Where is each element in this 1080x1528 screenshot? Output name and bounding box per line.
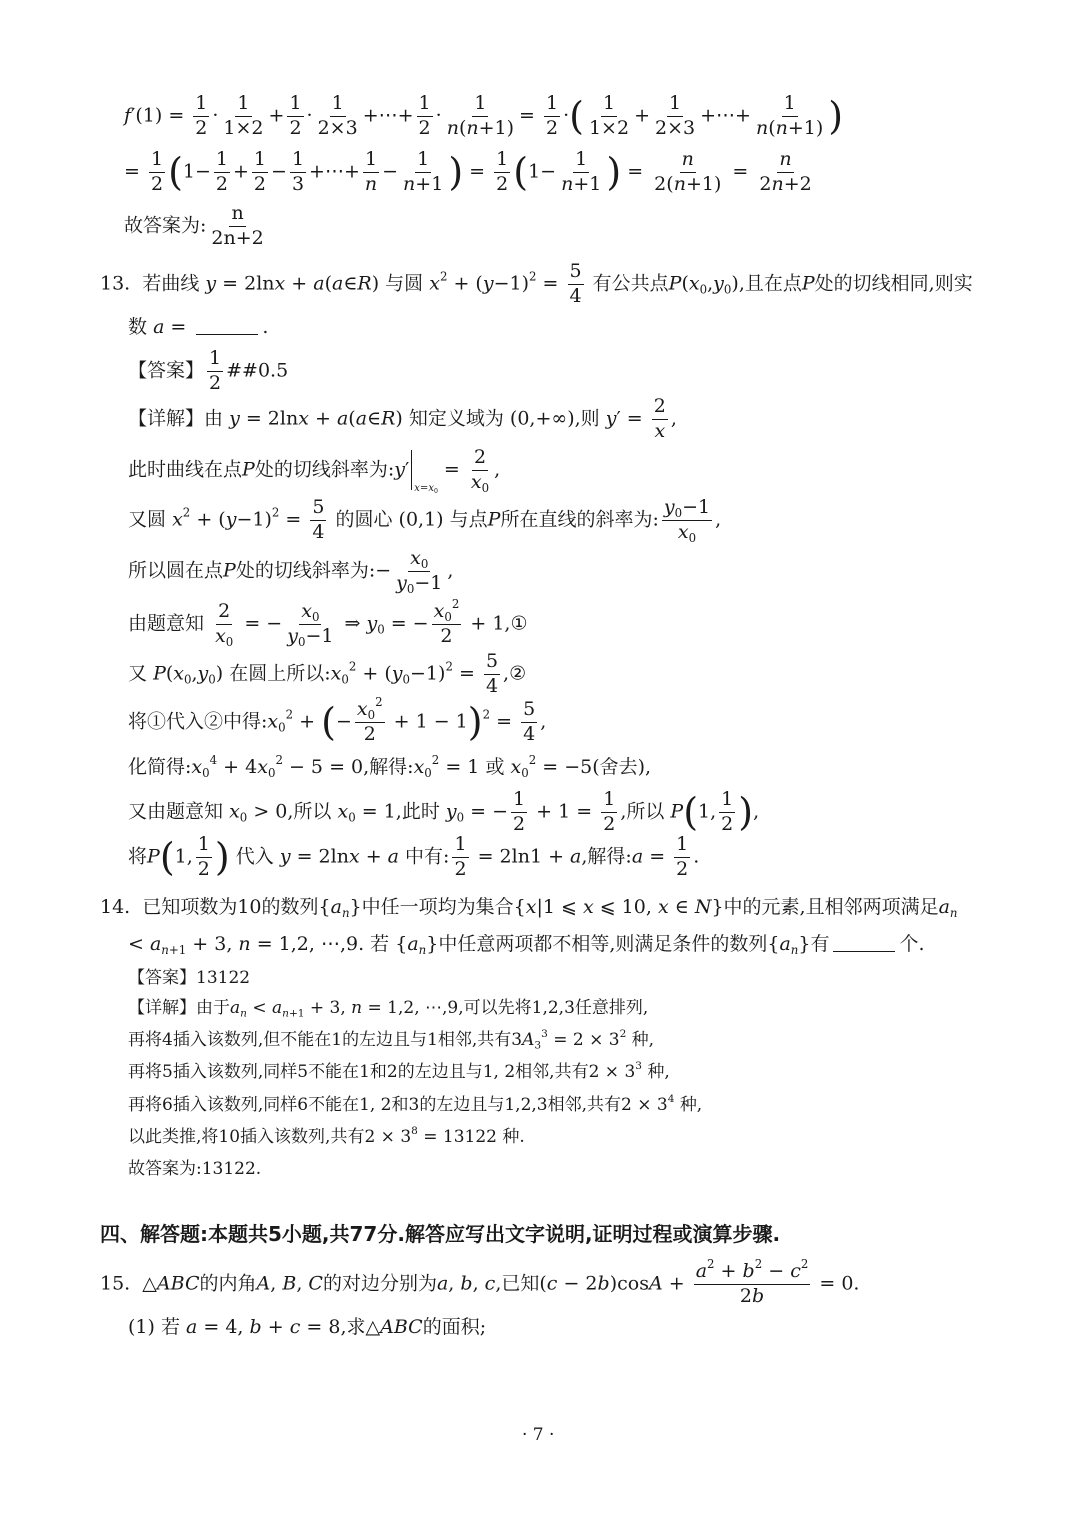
- q14-question-line2: < $a_{n+1} + 3$, n = 1,2, ⋯,9. 若 $\{a_n\}$中任意两项都不相等,则满足条件的数列$\{a_n\}$有 个.: [128, 933, 925, 958]
- q14-answer-blank[interactable]: [833, 951, 895, 952]
- q13-answer-extra: ##0.5: [226, 359, 289, 382]
- q13-number: 13.: [100, 272, 131, 295]
- q13-detail-line7: 将①代入②中得$:x_0^2$ + (− $\frac{x_0^2}{2}$ + 1 − 1)$^2$ = $\frac{5}{4}$ ,: [128, 695, 547, 745]
- q13-detail-line4: 所以圆在点P处的切线斜率为:− $\frac{x_0}{y_0-1}$ ,: [128, 547, 454, 597]
- q14-detail-line2: 再将4插入该数列,但不能在1的左边且与1相邻,共有$3A_3^3 = 2 \times 3^2$ 种,: [128, 1028, 655, 1052]
- q15-number: 15.: [100, 1272, 131, 1295]
- q13-detail-line6: 又 $P(x_0,y_0)$ 在圆上所以$:x_0^2 + (y_0-1)^2$ = $\frac{5}{4}$ ,②: [128, 650, 527, 697]
- q13-detail-line5: 由题意知 $\frac{2}{x_0}$ = − $\frac{x_0}{y_0-1}$ ⇒ $y_0$ = − $\frac{x_0^2}{2}$ + 1,①: [128, 597, 528, 650]
- q14-answer-line: [128, 970, 250, 987]
- q13-detail-line9: 又由题意知 $x_0 > 0$,所以 $x_0 = 1$,此时 $y_0$ = − $\frac{1}{2}$ + 1 = $\frac{1}{2}$ ,所以 P(1, $\frac{1}{2}$ ),: [128, 788, 760, 835]
- q14-detail-line4: 再将6插入该数列,同样6不能在1, 2和3的左边且与1,2,3相邻,共有$2 \times 3^4$ 种,: [128, 1093, 703, 1115]
- page-number: · 7 ·: [522, 1425, 555, 1445]
- q13-detail-line8: 化简得$:x_0^4 + 4x_0^2 - 5 = 0$,解得$:x_0^2 = 1$ 或 $x_0^2 = -5$(舍去),: [128, 753, 652, 781]
- q13-detail-tag: 【详解】: [128, 407, 205, 430]
- q14-detail-line6: 故答案为:13122.: [128, 1159, 262, 1179]
- q14-detail-tag: 【详解】: [128, 998, 196, 1018]
- q13-answer-blank[interactable]: [196, 334, 258, 335]
- section-4-title: 四、解答题:本题共5小题,共77分.解答应写出文字说明,证明过程或演算步骤.: [100, 1222, 781, 1246]
- q14-answer-value: 13122: [196, 968, 251, 988]
- q13-detail-line10: 将P(1, $\frac{1}{2}$ ) 代入 y = 2lnx + a 中有: $\frac{1}{2}$ = 2ln1 + a,解得:a = $\frac{1}{2}$ .: [128, 833, 700, 880]
- q13-answer-line: 【答案】 $\frac{1}{2}$ ##0.5: [128, 347, 289, 394]
- q14-answer-tag: 【答案】: [128, 968, 196, 988]
- q14-question-line1: 14. 已知项数为10的数列$\{a_n\}$中任一项均为集合{x|1 ⩽ x ⩽ 10, x ∈ N}中的元素,且相邻两项满足$a_n$: [100, 896, 958, 921]
- q13-answer-tag: 【答案】: [128, 359, 205, 382]
- q13-detail-line1: 【详解】由 y = 2lnx + a(a∈R) 知定义域为 (0,+∞),则 y′ = $\frac{2}{x}$ ,: [128, 395, 677, 442]
- q14-detail-line5: 以此类推,将10插入该数列,共有$2 \times 3^8 = 13122$ 种.: [128, 1125, 525, 1147]
- q12-answer-line: 故答案为: $\frac{n}{2n+2}$: [124, 202, 264, 249]
- q14-number: 14.: [100, 896, 131, 918]
- q13-question-line2: 数 a = .: [128, 316, 269, 338]
- q12-answer-label: 故答案为:: [124, 214, 207, 237]
- q14-detail-line1: 【详解】由于$a_n < a_{n+1} + 3$, n = 1,2, ⋯,9,可以先将1,2,3任意排列,: [128, 998, 649, 1020]
- q14-detail-line3: 再将5插入该数列,同样5不能在1和2的左边且与1, 2相邻,共有$2 \times 3^3$ 种,: [128, 1060, 670, 1082]
- q12-derivative-line1: f′(1) = $\frac{1}{2}$ · $\frac{1}{1\times 2}$ + $\frac{1}{2}$ · $\frac{1}{2\times 3}$ +⋯+ $\frac{1}{2}$ · $\frac{1}{n(n+1)}$ = $\frac{1}{2}$ ·( $\frac{1}{1\times 2}$ + $\frac{1}{2\times 3}$ +⋯+ $\frac{1}{n(n+1)}$ ): [124, 92, 844, 139]
- q15-part1: (1) 若 a = 4, b + c = 8,求△ABC的面积;: [128, 1316, 487, 1338]
- q13-question-line1: 13. 若曲线 y = 2lnx + a(a∈R) 与圆 $x^2 + (y-1)^2$ = $\frac{5}{4}$ 有公共点$P(x_0,y_0)$,且在点P处的切线相同,则实: [100, 260, 973, 307]
- q13-detail-line2: 此时曲线在点P处的切线斜率为$:y'_{x=x_0}$ = $\frac{2}{x_0}$ ,: [128, 446, 501, 496]
- q13-detail-line3: 又圆 $x^2 + (y-1)^2$ = $\frac{5}{4}$ 的圆心 (0,1) 与点P所在直线的斜率为: $\frac{y_0-1}{x_0}$ ,: [128, 496, 722, 546]
- q15-question-line1: 15. △ABC的内角A, B, C的对边分别为a, b, c,已知(c − 2b)cosA + $\frac{a^2 + b^2 - c^2}{2b}$ = 0.: [100, 1257, 860, 1307]
- q12-derivative-line2: = $\frac{1}{2}$ (1− $\frac{1}{2}$ + $\frac{1}{2}$ − $\frac{1}{3}$ +⋯+ $\frac{1}{n}$ − $\frac{1}{n+1}$ ) = $\frac{1}{2}$ (1− $\frac{1}{n+1}$ ) = $\frac{n}{2(n+1)}$ = $\frac{n}{2n+2}$: [124, 148, 812, 195]
